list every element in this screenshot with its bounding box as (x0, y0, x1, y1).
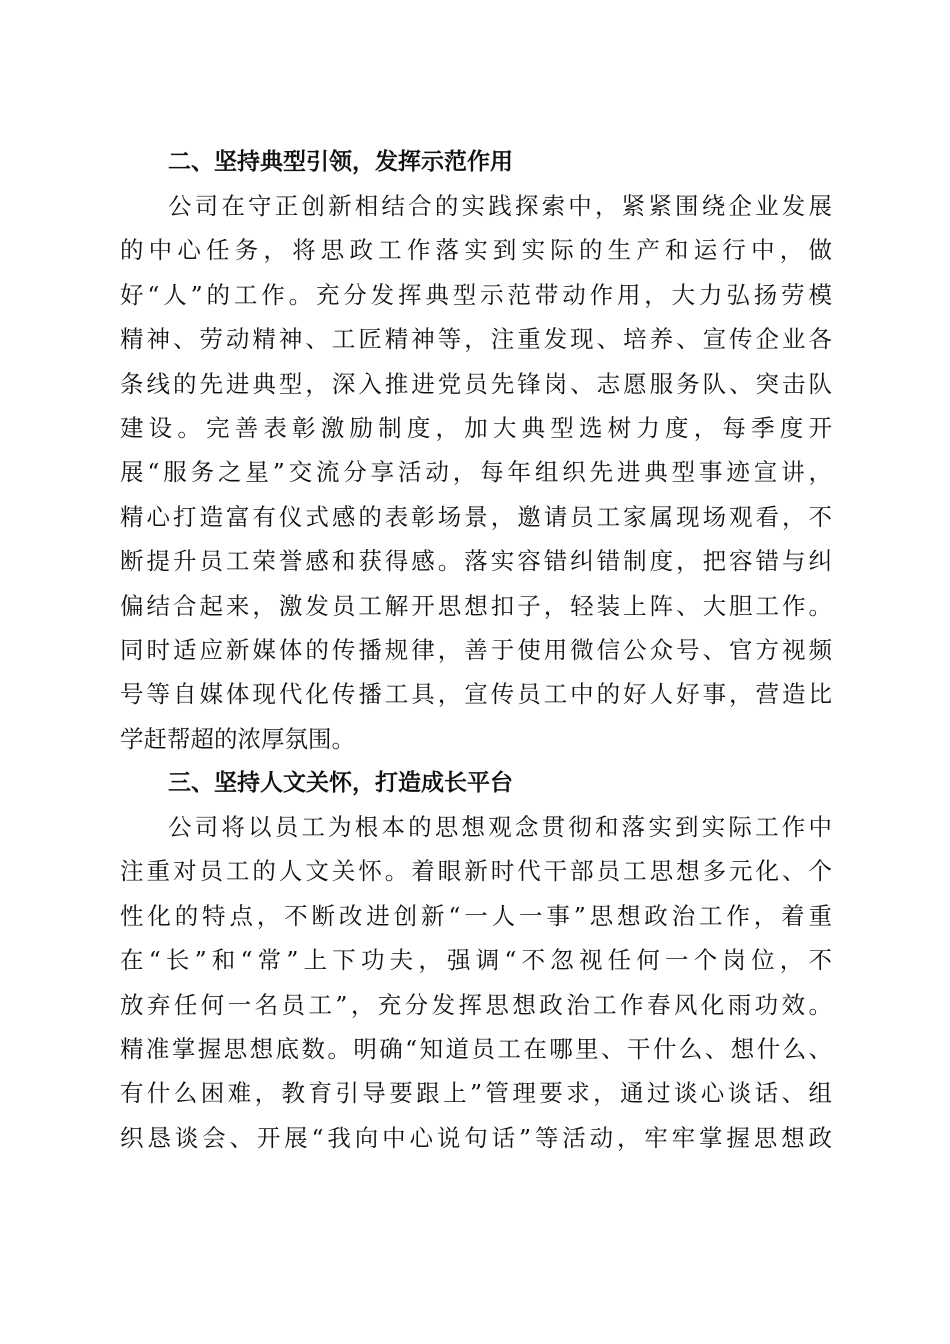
document-body (120, 140, 832, 1160)
section-paragraph (120, 184, 832, 761)
text-line: 的中心任务，将思政工作落实到实际的生产和运行中，做 (120, 236, 832, 265)
text-line: 建设。完善表彰激励制度，加大典型选树力度，每季度开 (120, 413, 832, 442)
text-line: 放弃任何一名员工”，充分发挥思想政治工作春风化雨功效。 (120, 990, 832, 1019)
section-paragraph (120, 805, 832, 1160)
section-heading: 三、坚持人文关怀，打造成长平台 (168, 770, 513, 797)
text-line: 学赶帮超的浓厚氛围。 (120, 724, 355, 753)
text-line: 号等自媒体现代化传播工具，宣传员工中的好人好事，营造比 (120, 680, 832, 709)
text-line: 好“人”的工作。充分发挥典型示范带动作用，大力弘扬劳模 (120, 280, 832, 309)
text-line: 偏结合起来，激发员工解开思想扣子，轻装上阵、大胆工作。 (120, 591, 832, 620)
text-line: 精准掌握思想底数。明确“知道员工在哪里、干什么、想什么、 (120, 1035, 832, 1064)
text-line: 条线的先进典型，深入推进党员先锋岗、志愿服务队、突击队 (120, 369, 832, 398)
text-line: 公司将以员工为根本的思想观念贯彻和落实到实际工作中 (168, 813, 832, 842)
text-line: 同时适应新媒体的传播规律，善于使用微信公众号、官方视频 (120, 635, 832, 664)
text-line: 展“服务之星”交流分享活动，每年组织先进典型事迹宣讲， (120, 458, 832, 487)
text-line: 织恳谈会、开展“我向中心说句话”等活动，牢牢掌握思想政 (120, 1123, 832, 1152)
text-line: 精神、劳动精神、工匠精神等，注重发现、培养、宣传企业各 (120, 325, 832, 354)
text-line: 有什么困难，教育引导要跟上”管理要求，通过谈心谈话、组 (120, 1079, 832, 1108)
text-line: 性化的特点，不断改进创新“一人一事”思想政治工作，着重 (120, 901, 832, 930)
text-line: 注重对员工的人文关怀。着眼新时代干部员工思想多元化、个 (120, 857, 832, 886)
text-line: 在“长”和“常”上下功夫，强调“不忽视任何一个岗位，不 (120, 946, 832, 975)
text-line: 精心打造富有仪式感的表彰场景，邀请员工家属现场观看，不 (120, 502, 832, 531)
text-line: 公司在守正创新相结合的实践探索中，紧紧围绕企业发展 (168, 192, 832, 220)
section-heading: 二、坚持典型引领，发挥示范作用 (168, 149, 513, 175)
text-line: 断提升员工荣誉感和获得感。落实容错纠错制度，把容错与纠 (120, 547, 832, 576)
